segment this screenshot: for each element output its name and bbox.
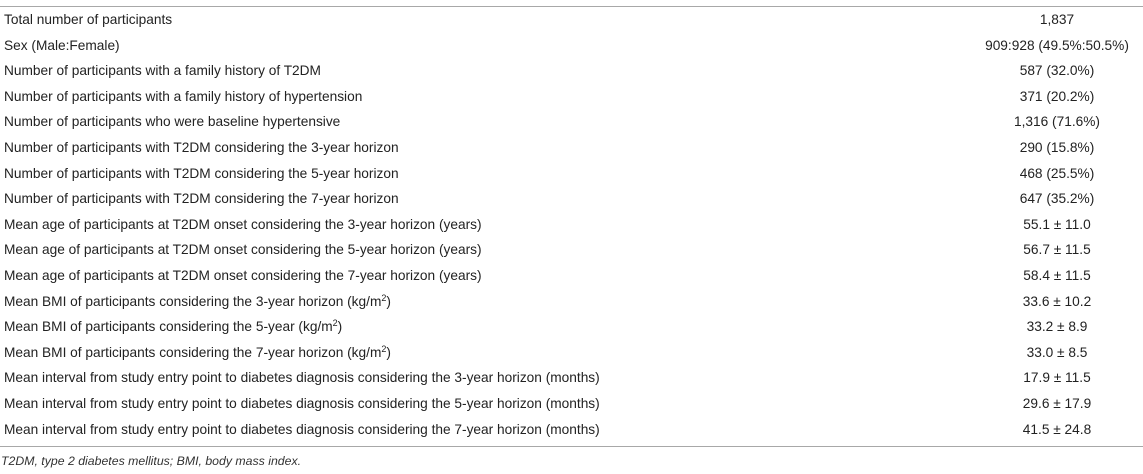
row-value: 1,316 (71.6%) xyxy=(1014,114,1100,130)
table-row xyxy=(0,289,1143,315)
row-value: 371 (20.2%) xyxy=(1019,88,1095,104)
table-row xyxy=(0,314,1143,340)
row-value: 17.9 ± 11.5 xyxy=(1023,370,1091,386)
row-label-cell xyxy=(0,340,913,366)
row-label: Number of participants with T2DM considering the 7-year horizon xyxy=(4,191,399,207)
row-value: 56.7 ± 11.5 xyxy=(1023,242,1091,258)
row-label-cell xyxy=(0,314,913,340)
superscript: 2 xyxy=(381,292,387,303)
row-value: 33.2 ± 8.9 xyxy=(1026,319,1088,335)
row-value: 909:928 (49.5%:50.5%) xyxy=(985,37,1129,53)
row-label-suffix: ) xyxy=(386,344,391,360)
table-row xyxy=(0,365,1143,391)
table-row xyxy=(0,186,1143,212)
participant-characteristics-table xyxy=(0,7,1143,442)
row-label-suffix: ) xyxy=(386,293,391,309)
row-label: Number of participants who were baseline hypertensive xyxy=(4,114,341,130)
row-label: Number of participants with a family history of T2DM xyxy=(4,63,321,79)
row-label: Number of participants with T2DM considering the 3-year horizon xyxy=(4,139,399,155)
table-row xyxy=(0,391,1143,417)
row-value: 33.6 ± 10.2 xyxy=(1022,293,1092,309)
row-label: Mean age of participants at T2DM onset considering the 7-year horizon (years) xyxy=(4,267,482,283)
table-row xyxy=(0,263,1143,289)
row-label: Mean BMI of participants considering the 5-year (kg/m xyxy=(4,319,333,335)
row-value: 290 (15.8%) xyxy=(1019,139,1095,155)
row-value: 55.1 ± 11.0 xyxy=(1023,216,1091,232)
row-value: 41.5 ± 24.8 xyxy=(1022,421,1092,437)
row-value: 1,837 xyxy=(1039,12,1075,27)
row-label: Number of participants with T2DM considering the 5-year horizon xyxy=(4,165,399,181)
row-value: 33.0 ± 8.5 xyxy=(1026,344,1088,360)
row-label: Total number of participants xyxy=(4,12,173,27)
row-label: Mean BMI of participants considering the 7-year horizon (kg/m xyxy=(4,344,382,360)
table-row xyxy=(0,161,1143,187)
table-row xyxy=(0,135,1143,161)
row-value: 58.4 ± 11.5 xyxy=(1023,267,1091,283)
row-label-cell xyxy=(0,289,913,315)
table-row xyxy=(0,33,1143,59)
table-row xyxy=(0,84,1143,110)
row-label: Mean age of participants at T2DM onset considering the 5-year horizon (years) xyxy=(4,242,482,258)
table-footnote: T2DM, type 2 diabetes mellitus; BMI, body mass index. xyxy=(1,454,302,469)
table-row xyxy=(0,340,1143,366)
superscript: 2 xyxy=(381,343,387,354)
row-label: Mean interval from study entry point to diabetes diagnosis considering the 3-year horizon (months) xyxy=(4,370,600,386)
table-row xyxy=(0,7,1143,33)
row-value: 647 (35.2%) xyxy=(1019,191,1095,207)
row-label: Mean interval from study entry point to diabetes diagnosis considering the 7-year horizon (months) xyxy=(4,421,600,437)
row-label: Mean age of participants at T2DM onset considering the 3-year horizon (years) xyxy=(4,216,482,232)
row-label: Sex (Male:Female) xyxy=(4,37,120,53)
row-value: 468 (25.5%) xyxy=(1019,165,1095,181)
row-label: Number of participants with a family history of hypertension xyxy=(4,88,363,104)
row-value: 29.6 ± 17.9 xyxy=(1022,395,1092,411)
row-label: Mean interval from study entry point to diabetes diagnosis considering the 5-year horizon (months) xyxy=(4,395,600,411)
table-row xyxy=(0,212,1143,238)
table-row xyxy=(0,58,1143,84)
table-row xyxy=(0,417,1143,443)
table-row xyxy=(0,109,1143,135)
row-label: Mean BMI of participants considering the 3-year horizon (kg/m xyxy=(4,293,382,309)
superscript: 2 xyxy=(332,318,338,329)
row-value: 587 (32.0%) xyxy=(1019,63,1095,79)
table-row xyxy=(0,237,1143,263)
table-bottom-rule xyxy=(0,446,1143,447)
row-label-suffix: ) xyxy=(337,319,343,335)
